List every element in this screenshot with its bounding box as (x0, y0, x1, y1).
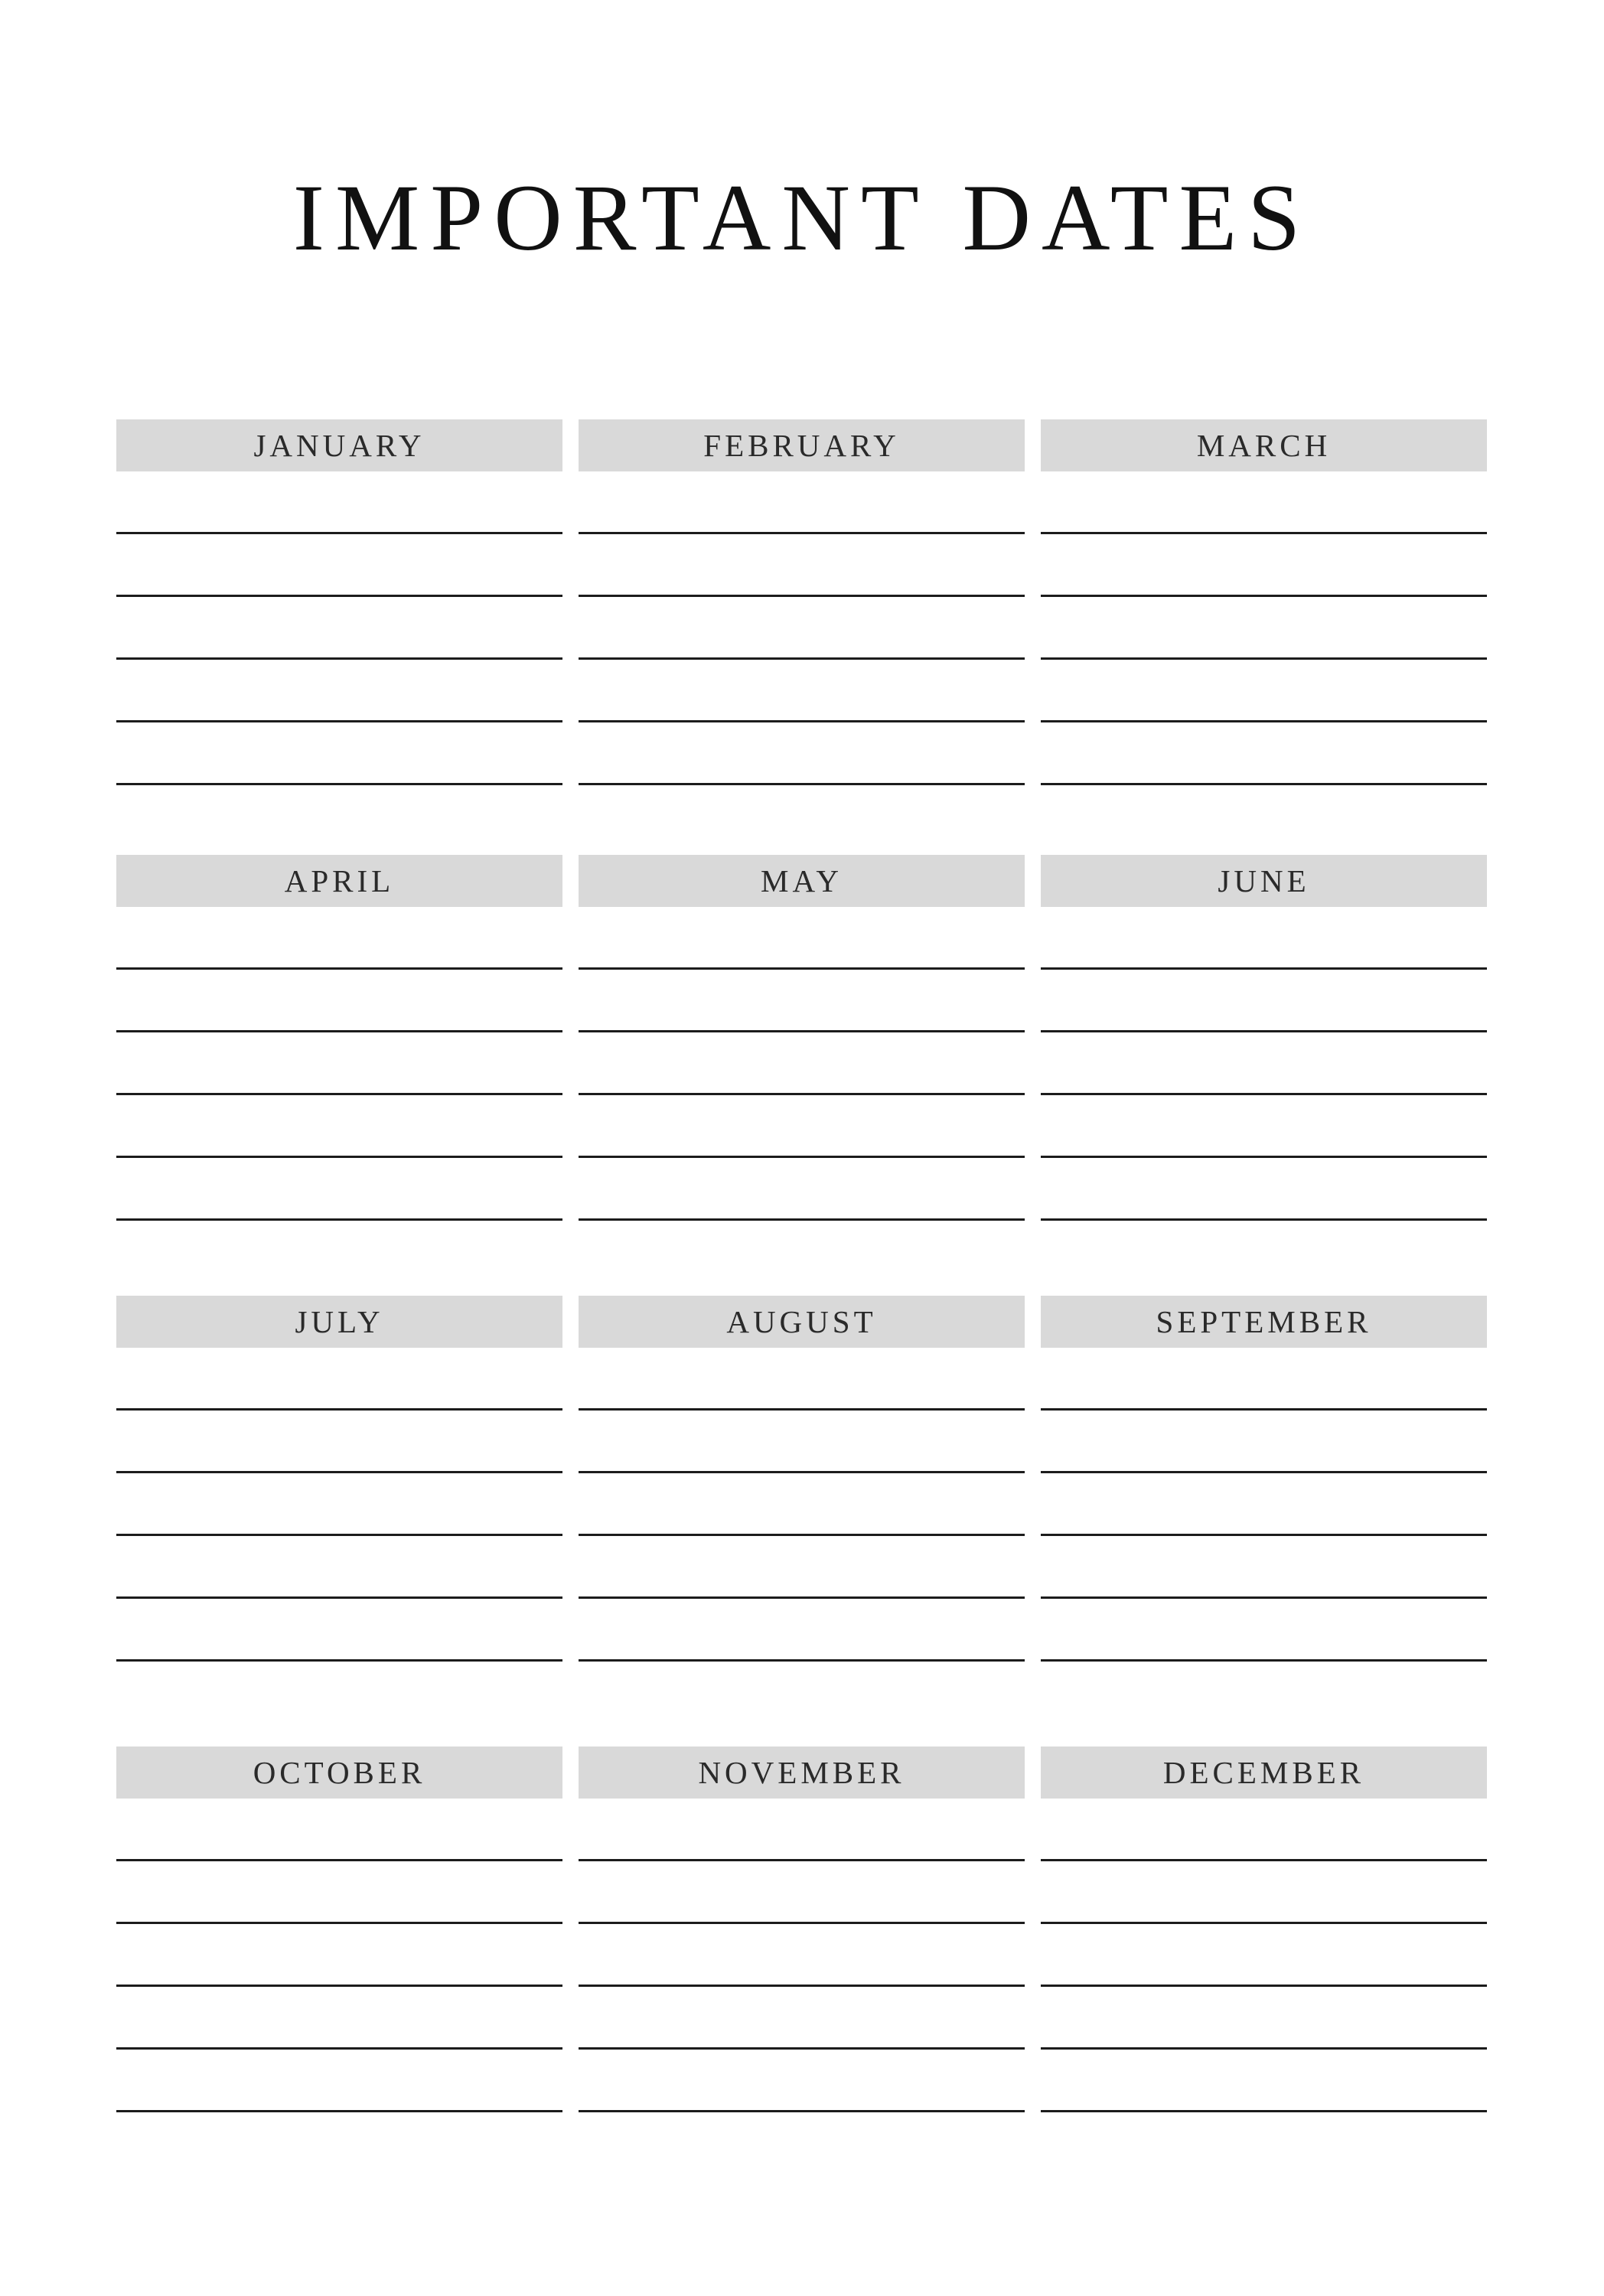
entry-lines (1041, 907, 1487, 1221)
entry-lines (116, 1799, 562, 2112)
entry-line[interactable] (116, 1158, 562, 1221)
entry-lines (579, 471, 1025, 785)
entry-line[interactable] (1041, 970, 1487, 1032)
entry-line[interactable] (1041, 1799, 1487, 1861)
entry-line[interactable] (579, 534, 1025, 597)
entry-line[interactable] (1041, 1158, 1487, 1221)
entry-line[interactable] (579, 471, 1025, 534)
entry-line[interactable] (579, 1536, 1025, 1599)
month-block-february (579, 419, 1025, 785)
month-header: JANUARY (116, 419, 562, 471)
month-header: FEBRUARY (579, 419, 1025, 471)
entry-lines (116, 471, 562, 785)
entry-line[interactable] (1041, 1924, 1487, 1987)
month-header: DECEMBER (1041, 1746, 1487, 1799)
entry-line[interactable] (579, 1987, 1025, 2050)
entry-line[interactable] (116, 471, 562, 534)
entry-line[interactable] (1041, 534, 1487, 597)
entry-line[interactable] (1041, 597, 1487, 660)
entry-line[interactable] (1041, 1536, 1487, 1599)
entry-line[interactable] (1041, 1095, 1487, 1158)
entry-line[interactable] (116, 1536, 562, 1599)
entry-line[interactable] (579, 1861, 1025, 1924)
month-header: JULY (116, 1296, 562, 1348)
month-header: SEPTEMBER (1041, 1296, 1487, 1348)
entry-line[interactable] (1041, 1473, 1487, 1536)
entry-line[interactable] (1041, 1411, 1487, 1473)
entry-line[interactable] (116, 534, 562, 597)
entry-line[interactable] (579, 1599, 1025, 1662)
entry-lines (116, 907, 562, 1221)
month-header: OCTOBER (116, 1746, 562, 1799)
entry-line[interactable] (1041, 722, 1487, 785)
entry-line[interactable] (579, 722, 1025, 785)
month-block-september (1041, 1296, 1487, 1662)
month-header: JUNE (1041, 855, 1487, 907)
entry-line[interactable] (1041, 1032, 1487, 1095)
entry-line[interactable] (116, 1348, 562, 1411)
page-title: IMPORTANT DATES (292, 165, 1312, 270)
entry-lines (579, 1799, 1025, 2112)
entry-line[interactable] (116, 1473, 562, 1536)
month-header: NOVEMBER (579, 1746, 1025, 1799)
entry-line[interactable] (579, 1095, 1025, 1158)
entry-line[interactable] (116, 722, 562, 785)
entry-lines (116, 1348, 562, 1662)
entry-line[interactable] (579, 1032, 1025, 1095)
month-block-december (1041, 1746, 1487, 2112)
entry-lines (579, 1348, 1025, 1662)
entry-line[interactable] (579, 1348, 1025, 1411)
entry-line[interactable] (116, 1924, 562, 1987)
entry-line[interactable] (116, 1799, 562, 1861)
entry-line[interactable] (1041, 2050, 1487, 2112)
entry-line[interactable] (1041, 1861, 1487, 1924)
entry-line[interactable] (116, 1095, 562, 1158)
entry-line[interactable] (116, 660, 562, 722)
entry-line[interactable] (116, 1411, 562, 1473)
entry-line[interactable] (579, 1924, 1025, 1987)
entry-line[interactable] (116, 1987, 562, 2050)
month-block-january (116, 419, 562, 785)
month-block-november (579, 1746, 1025, 2112)
entry-line[interactable] (1041, 1348, 1487, 1411)
month-block-july (116, 1296, 562, 1662)
entry-line[interactable] (116, 2050, 562, 2112)
entry-line[interactable] (579, 597, 1025, 660)
entry-line[interactable] (116, 597, 562, 660)
entry-line[interactable] (579, 1411, 1025, 1473)
entry-line[interactable] (1041, 1599, 1487, 1662)
month-header: MAY (579, 855, 1025, 907)
entry-line[interactable] (1041, 1987, 1487, 2050)
month-block-may (579, 855, 1025, 1221)
entry-line[interactable] (116, 970, 562, 1032)
entry-line[interactable] (579, 1158, 1025, 1221)
entry-lines (1041, 1348, 1487, 1662)
month-header: APRIL (116, 855, 562, 907)
month-block-june (1041, 855, 1487, 1221)
month-block-april (116, 855, 562, 1221)
entry-line[interactable] (579, 2050, 1025, 2112)
month-block-august (579, 1296, 1025, 1662)
entry-line[interactable] (1041, 907, 1487, 970)
entry-line[interactable] (579, 1799, 1025, 1861)
entry-lines (1041, 471, 1487, 785)
entry-line[interactable] (116, 1599, 562, 1662)
month-header: MARCH (1041, 419, 1487, 471)
entry-lines (1041, 1799, 1487, 2112)
entry-line[interactable] (1041, 660, 1487, 722)
month-header: AUGUST (579, 1296, 1025, 1348)
entry-line[interactable] (116, 1861, 562, 1924)
entry-line[interactable] (579, 660, 1025, 722)
entry-line[interactable] (579, 970, 1025, 1032)
entry-line[interactable] (116, 907, 562, 970)
month-block-october (116, 1746, 562, 2112)
month-block-march (1041, 419, 1487, 785)
entry-line[interactable] (579, 1473, 1025, 1536)
entry-line[interactable] (1041, 471, 1487, 534)
entry-lines (579, 907, 1025, 1221)
entry-line[interactable] (116, 1032, 562, 1095)
entry-line[interactable] (579, 907, 1025, 970)
